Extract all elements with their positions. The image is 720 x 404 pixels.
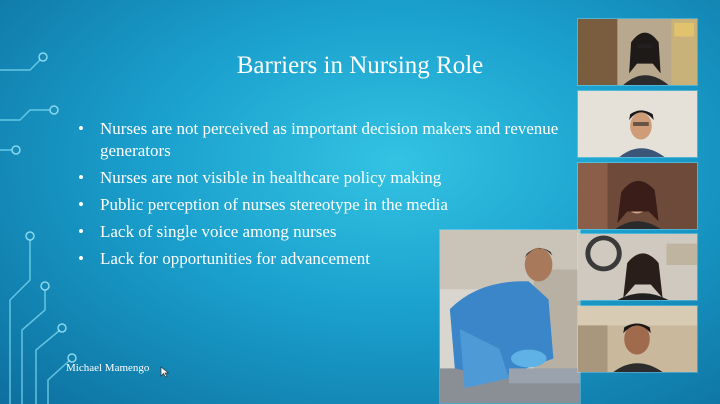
participant-video-5[interactable] xyxy=(577,305,698,373)
video-frame xyxy=(578,91,697,157)
participant-video-3[interactable] xyxy=(577,162,698,230)
participant-video-featured[interactable] xyxy=(439,229,581,404)
presenter-name-label: Michael Mamengo xyxy=(66,362,150,374)
bullet-item: • Public perception of nurses stereotype in the media xyxy=(78,194,578,216)
bullet-item: • Nurses are not perceived as important decision makers and revenue generators xyxy=(78,118,578,162)
slide-title: Barriers in Nursing Role xyxy=(236,52,484,79)
video-frame xyxy=(578,306,697,372)
video-frame xyxy=(440,230,580,403)
video-frame xyxy=(578,163,697,229)
participant-video-2[interactable] xyxy=(577,90,698,158)
bullet-item: • Nurses are not visible in healthcare policy making xyxy=(78,167,578,189)
video-frame xyxy=(578,19,697,85)
video-frame xyxy=(578,234,697,300)
bullet-item: • Lack for opportunities for advancement xyxy=(78,248,578,270)
participant-video-4[interactable] xyxy=(577,233,698,301)
bullet-item: • Lack of single voice among nurses xyxy=(78,221,578,243)
mouse-cursor-icon xyxy=(160,366,170,378)
participant-video-1[interactable] xyxy=(577,18,698,86)
